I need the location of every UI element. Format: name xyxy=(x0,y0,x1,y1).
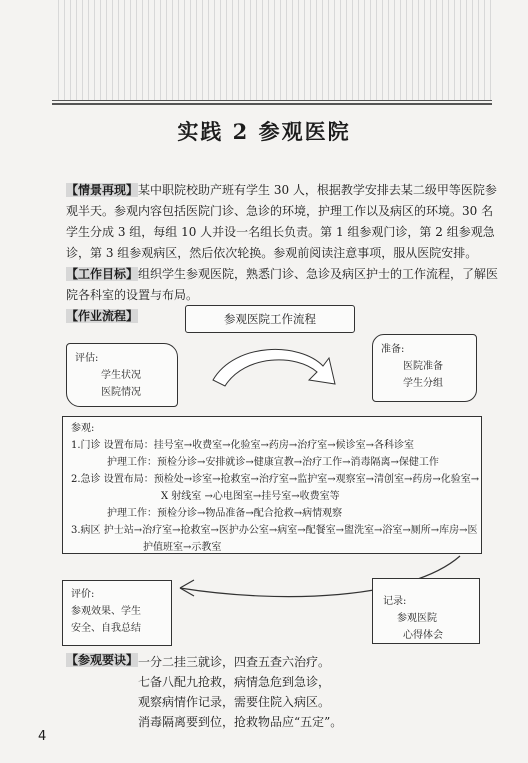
eval-bottom-box xyxy=(62,580,172,646)
goal-section xyxy=(66,264,502,306)
record-line-2: 心得体会 xyxy=(403,630,443,641)
key-points-line-3: 观察病情作记录，需要住院入病区。 xyxy=(138,695,331,709)
visit-line-2: 护理工作：预检分诊→安排就诊→健康宣教→治疗工作→消毒隔离→保健工作 xyxy=(107,457,439,468)
flow-title-scroll xyxy=(185,305,355,333)
scenario-label: 【情景再现】 xyxy=(66,183,139,197)
eval-top-line-1: 学生状况 xyxy=(101,370,141,381)
eval-top-line-2: 医院情况 xyxy=(101,387,141,398)
visit-label: 参观: xyxy=(71,423,95,434)
visit-line-7: 护值班室→示教室 xyxy=(143,542,222,553)
eval-top-label: 评估: xyxy=(75,353,99,364)
key-points-heading xyxy=(66,650,146,671)
prep-box xyxy=(372,334,477,402)
scenario-text: 某中职院校助产班有学生 30 人，根据教学安排去某二级甲等医院参观半天。参观内容包括医院门诊、急诊的环境，护理工作以及病区的环境。30 名学生分成 3 组，每组 10 人并设一名组长负责。第 1 组参观门诊，第 2 组参观急诊，第 3 组参观病区，然后依次轮换。参观前阅读注意事项，服从医院安排。 xyxy=(66,183,497,260)
visit-line-3: 2.急诊 设置布局：预检处→诊室→抢救室→治疗室→监护室→观察室→清创室→药房→化验室→ xyxy=(71,474,480,485)
visit-box xyxy=(62,416,482,554)
header-rule-bottom xyxy=(52,103,492,105)
key-points-line-1: 一分二挂三就诊，四查五查六治疗。 xyxy=(138,655,331,669)
visit-line-4: X 射线室 →心电图室→挂号室→收费室等 xyxy=(161,491,340,502)
goal-label: 【工作目标】 xyxy=(66,267,139,281)
prep-line-1: 医院准备 xyxy=(403,361,443,372)
scenario-section xyxy=(66,180,502,264)
key-points-label: 【参观要诀】 xyxy=(66,653,139,667)
curved-arrow-icon xyxy=(205,340,345,392)
eval-bottom-line-2: 安全、自我总结 xyxy=(71,623,141,634)
visit-line-6: 3.病区 护士站→治疗室→抢救室→医护办公室→病室→配餐室→盥洗室→浴室→厕所→库房→医 xyxy=(71,525,478,536)
header-decoration xyxy=(58,0,493,100)
key-points-line-4: 消毒隔离要到位，抢救物品应“五定”。 xyxy=(138,715,343,729)
record-line-1: 参观医院 xyxy=(397,613,437,624)
visit-line-1: 1.门诊 设置布局：挂号室→收费室→化验室→药房→治疗室→候诊室→各科诊室 xyxy=(71,440,414,451)
prep-label: 准备: xyxy=(381,344,405,355)
eval-bottom-line-1: 参观效果、学生 xyxy=(71,606,141,617)
header-rule-top xyxy=(52,100,492,101)
key-points-line-2: 七备八配九抢救，病情急危到急诊， xyxy=(138,675,331,689)
process-label: 【作业流程】 xyxy=(66,309,139,323)
page-number: 4 xyxy=(38,729,47,744)
page-title: 实践 2 参观医院 xyxy=(177,119,351,144)
prep-line-2: 学生分组 xyxy=(403,378,443,389)
record-label: 记录: xyxy=(383,596,407,607)
flow-title: 参观医院工作流程 xyxy=(224,312,316,326)
eval-top-box xyxy=(66,343,178,407)
goal-text: 组织学生参观医院，熟悉门诊、急诊及病区护士的工作流程，了解医院各科室的设置与布局。 xyxy=(66,267,499,302)
visit-line-5: 护理工作：预检分诊→物品准备→配合抢救→病情观察 xyxy=(107,508,343,519)
record-box xyxy=(372,578,480,644)
eval-bottom-label: 评价: xyxy=(71,589,95,600)
